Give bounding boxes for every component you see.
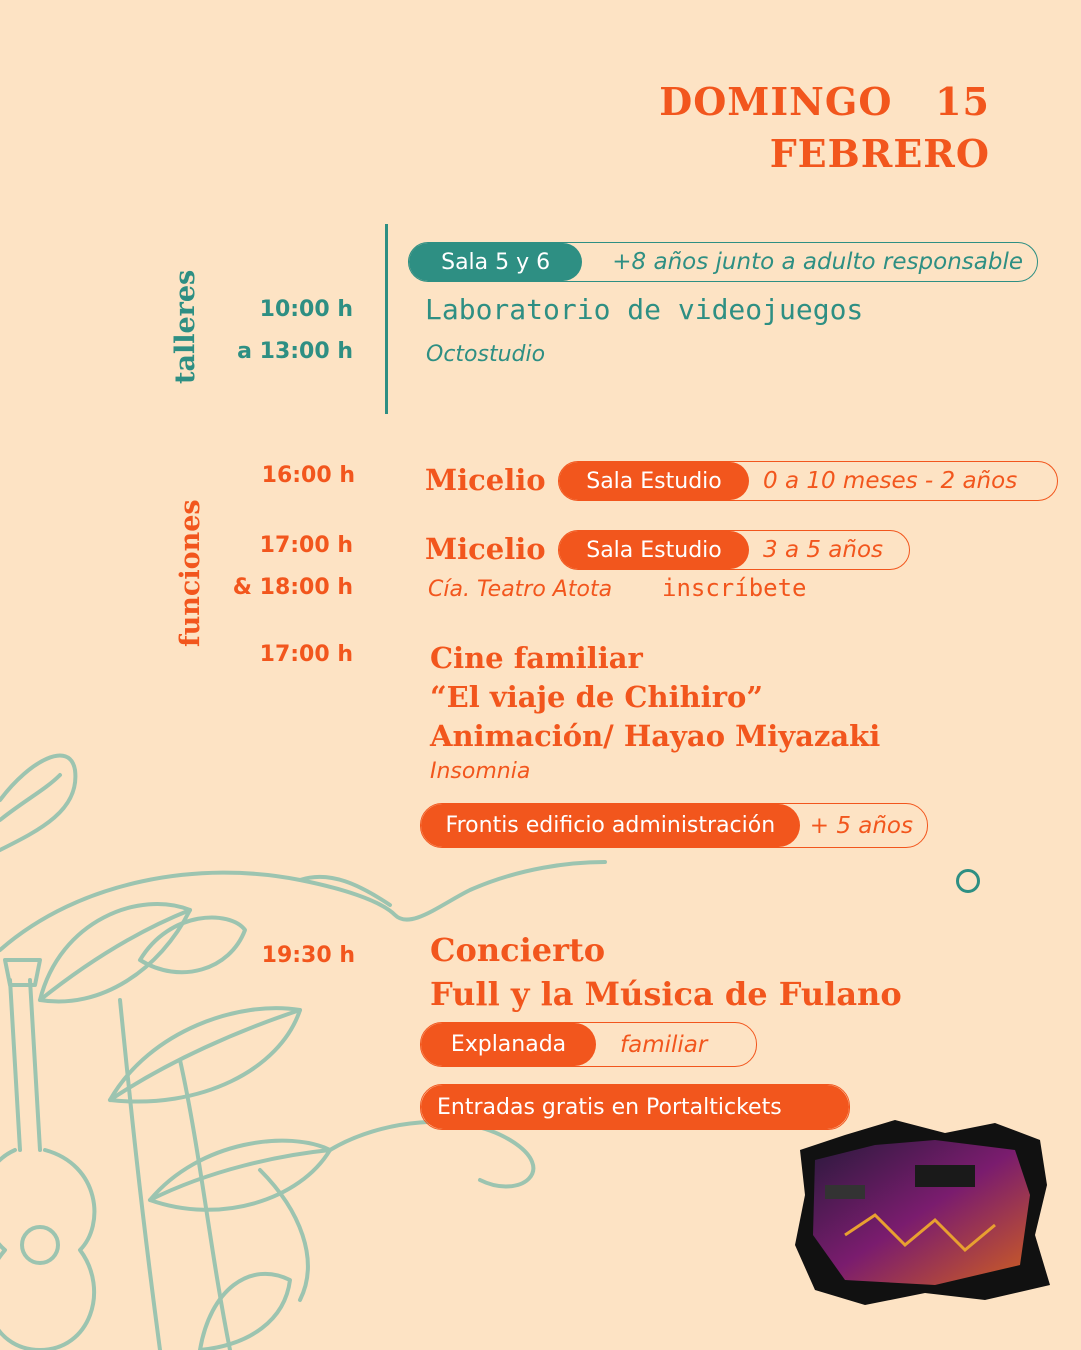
event2-time-2: & 18:00 h <box>232 575 353 600</box>
event3-subtitle: Insomnia <box>430 759 531 784</box>
page-title <box>560 76 990 180</box>
section-label-funciones: funciones <box>175 499 206 647</box>
event4-audience: familiar <box>620 1031 708 1058</box>
event2-title: Micelio <box>425 532 546 566</box>
event3-title-line3: Animación/ Hayao Miyazaki <box>430 719 881 753</box>
event3-title-line1: Cine familiar <box>430 641 643 675</box>
event1-audience: 0 a 10 meses - 2 años <box>763 468 1018 494</box>
taller-time-start: 10:00 h <box>259 297 353 322</box>
event2-time-1: 17:00 h <box>259 533 353 558</box>
event4-title-line2: Full y la Música de Fulano <box>430 975 902 1013</box>
title-line-date: DOMINGO 15 <box>659 79 990 124</box>
event3-room: Frontis edificio administración <box>421 804 800 847</box>
event4-room: Explanada <box>421 1023 596 1066</box>
event3-time: 17:00 h <box>259 642 353 667</box>
event1-title: Micelio <box>425 463 546 497</box>
event2-audience: 3 a 5 años <box>763 537 884 563</box>
event4-time: 19:30 h <box>261 943 355 968</box>
taller-time-end: a 13:00 h <box>237 339 353 364</box>
event2-info-pill <box>558 530 910 570</box>
event3-audience: + 5 años <box>809 812 913 839</box>
event3-info-pill <box>420 803 928 848</box>
event4-info-pill <box>420 1022 757 1067</box>
tickets-button[interactable] <box>420 1084 850 1130</box>
event4-title-line1: Concierto <box>430 931 606 969</box>
event2-room: Sala Estudio <box>559 531 749 569</box>
event2-signup-link[interactable]: inscríbete <box>662 574 807 602</box>
taller-room: Sala 5 y 6 <box>409 243 582 281</box>
taller-subtitle: Octostudio <box>426 342 546 367</box>
taller-info-pill <box>408 242 1038 282</box>
circle-decoration <box>956 869 980 893</box>
title-line-month: FEBRERO <box>769 131 990 176</box>
taller-title: Laboratorio de videojuegos <box>425 293 864 326</box>
event2-company: Cía. Teatro Atota <box>428 577 613 602</box>
section-label-talleres: talleres <box>170 269 201 384</box>
event1-info-pill <box>558 461 1058 501</box>
event3-title-line2: “El viaje de Chihiro” <box>430 680 764 714</box>
event1-room: Sala Estudio <box>559 462 749 500</box>
concert-photo <box>785 1115 1055 1310</box>
taller-audience: +8 años junto a adulto responsable <box>612 249 1023 275</box>
tickets-label: Entradas gratis en Portaltickets <box>421 1085 849 1129</box>
event1-time: 16:00 h <box>261 463 355 488</box>
section-divider <box>385 224 388 414</box>
